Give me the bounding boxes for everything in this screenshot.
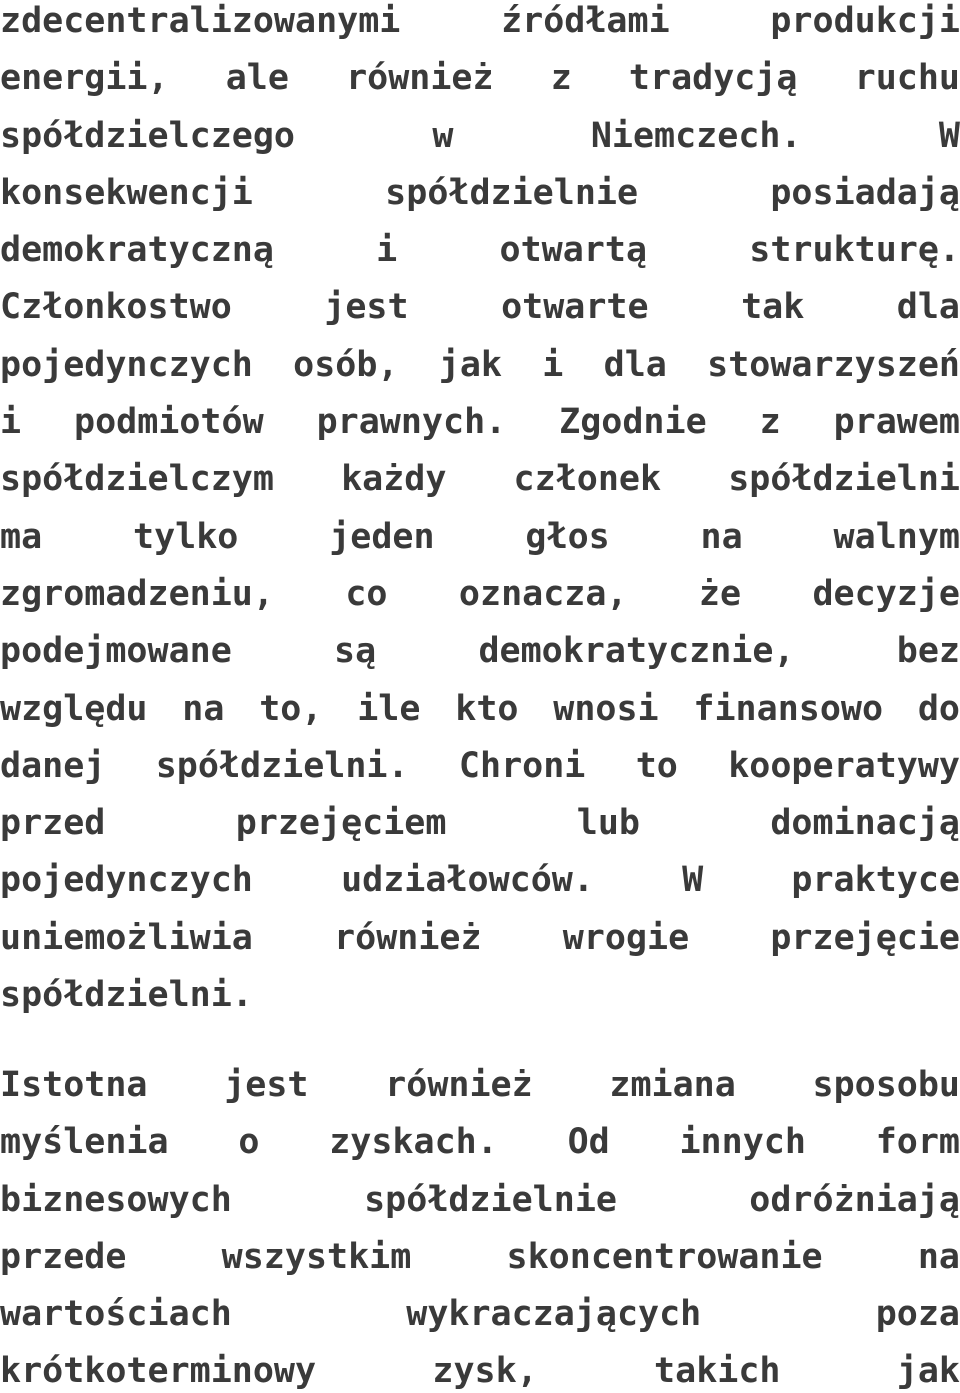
- text-line: przed przejęciem lub dominacją: [0, 803, 960, 844]
- text-line: krótkoterminowy zysk, takich jak: [0, 1351, 960, 1392]
- text-line: myślenia o zyskach. Od innych form: [0, 1122, 960, 1163]
- text-line: i podmiotów prawnych. Zgodnie z prawem: [0, 402, 960, 443]
- text-line: danej spółdzielni. Chroni to kooperatywy: [0, 745, 960, 786]
- text-line: biznesowych spółdzielnie odróżniają: [0, 1179, 960, 1220]
- text-line: pojedynczych udziałowców. W praktyce: [0, 860, 960, 901]
- paragraph-profit-thinking: [0, 1057, 960, 1393]
- text-line: pojedynczych osób, jak i dla stowarzyszeń: [0, 344, 960, 385]
- text-line: konsekwencji spółdzielnie posiadają: [0, 172, 960, 213]
- text-line: względu na to, ile kto wnosi finansowo do: [0, 688, 960, 729]
- text-line: zgromadzeniu, co oznacza, że decyzje: [0, 573, 960, 614]
- text-line: podejmowane są demokratycznie, bez: [0, 631, 960, 672]
- text-line: spółdzielczym każdy członek spółdzielni: [0, 459, 960, 500]
- text-line: wartościach wykraczających poza: [0, 1294, 960, 1335]
- text-line: energii, ale również z tradycją ruchu: [0, 58, 960, 99]
- text-line: przede wszystkim skoncentrowanie na: [0, 1236, 960, 1277]
- text-line: uniemożliwia również wrogie przejęcie: [0, 917, 960, 958]
- text-line: demokratyczną i otwartą strukturę.: [0, 230, 960, 271]
- text-line: Istotna jest również zmiana sposobu: [0, 1065, 960, 1105]
- text-line: spółdzielni.: [0, 975, 253, 1016]
- text-line: Członkostwo jest otwarte tak dla: [0, 287, 960, 328]
- text-line: spółdzielczego w Niemczech. W: [0, 115, 960, 156]
- text-line: ma tylko jeden głos na walnym: [0, 516, 960, 557]
- text-line: zdecentralizowanymi źródłami produkcji: [0, 1, 960, 41]
